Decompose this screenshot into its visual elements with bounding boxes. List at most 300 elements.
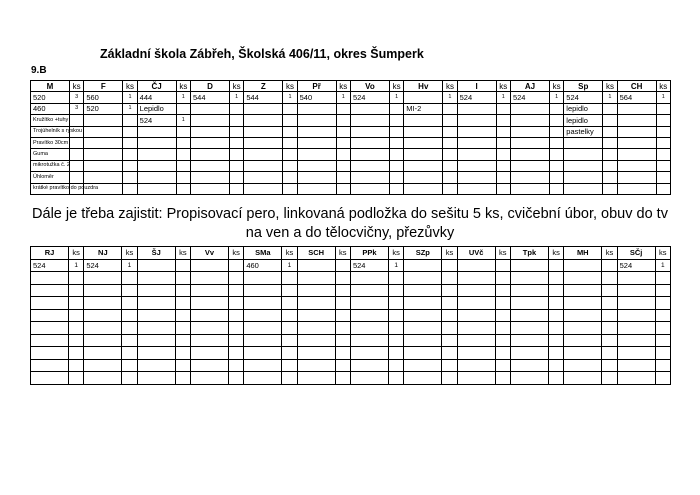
- table-cell: [564, 137, 603, 148]
- table-cell: [457, 183, 496, 194]
- table-cell: [190, 149, 229, 160]
- table-cell: [655, 359, 670, 372]
- table-cell: [84, 172, 123, 183]
- table-cell: [297, 322, 335, 335]
- table-cell: [31, 272, 69, 285]
- ks-cell: [443, 160, 457, 171]
- table-cell: [564, 372, 602, 385]
- ks-cell: [603, 115, 617, 126]
- ks-cell: [123, 183, 137, 194]
- table-cell: [297, 359, 335, 372]
- table-cell: [122, 372, 137, 385]
- table-cell: [228, 347, 243, 360]
- subject-header: D: [190, 81, 229, 92]
- table-cell: [617, 372, 655, 385]
- table-cell: [244, 137, 283, 148]
- table-cell: [510, 183, 549, 194]
- table-cell: [510, 347, 548, 360]
- ks-header: ks: [70, 81, 84, 92]
- table-cell: [510, 372, 548, 385]
- table-cell: [617, 359, 655, 372]
- ks-cell: [336, 183, 350, 194]
- table-cell: [190, 372, 228, 385]
- table-cell: [495, 334, 510, 347]
- table-cell: [510, 115, 549, 126]
- table-cell: [335, 347, 350, 360]
- ks-cell: [656, 126, 670, 137]
- ks-cell: [335, 259, 350, 272]
- table-cell: [190, 103, 229, 114]
- table-cell: [84, 334, 122, 347]
- table-cell: [31, 372, 69, 385]
- table-cell: [617, 347, 655, 360]
- subject-header: UVč: [457, 247, 495, 260]
- ks-cell: 1: [69, 259, 84, 272]
- ks-cell: 1: [443, 92, 457, 103]
- table-cell: krátké pravítko do pouzdra: [31, 183, 70, 194]
- subject-header: SMa: [244, 247, 282, 260]
- table-cell: [457, 115, 496, 126]
- ks-cell: [389, 172, 403, 183]
- table-cell: [548, 334, 563, 347]
- table-cell: [564, 284, 602, 297]
- table-cell: [84, 137, 123, 148]
- ks-cell: [656, 149, 670, 160]
- subject-header: Př: [297, 81, 336, 92]
- table-cell: [297, 297, 335, 310]
- table-cell: [388, 322, 403, 335]
- ks-header: ks: [228, 247, 243, 260]
- table-cell: [457, 160, 496, 171]
- ks-cell: [443, 126, 457, 137]
- table-row: [31, 347, 671, 360]
- table-cell: [495, 272, 510, 285]
- table-cell: [548, 347, 563, 360]
- ks-header: ks: [176, 81, 190, 92]
- table-cell: [617, 334, 655, 347]
- table-cell: [190, 126, 229, 137]
- table-cell: [457, 272, 495, 285]
- ks-cell: [336, 103, 350, 114]
- ks-cell: [229, 103, 243, 114]
- ks-cell: 1: [176, 115, 190, 126]
- ks-cell: [549, 172, 563, 183]
- supplies-table-1: [30, 80, 671, 195]
- ks-cell: [229, 149, 243, 160]
- ks-cell: [123, 115, 137, 126]
- table-cell: [335, 309, 350, 322]
- ks-cell: 3: [70, 92, 84, 103]
- table-cell: [297, 126, 336, 137]
- table-cell: [495, 309, 510, 322]
- table-cell: [548, 272, 563, 285]
- table-cell: [404, 183, 443, 194]
- ks-cell: [229, 115, 243, 126]
- table-cell: [244, 149, 283, 160]
- table-cell: lepidlo: [564, 115, 603, 126]
- table-cell: [31, 347, 69, 360]
- table-cell: [84, 359, 122, 372]
- ks-cell: [603, 160, 617, 171]
- table-cell: [137, 359, 175, 372]
- table-cell: [457, 126, 496, 137]
- table-cell: [244, 309, 282, 322]
- table-cell: 524: [350, 259, 388, 272]
- ks-cell: [176, 183, 190, 194]
- ks-cell: [603, 137, 617, 148]
- ks-header: ks: [335, 247, 350, 260]
- table-cell: [602, 359, 617, 372]
- table-cell: [244, 359, 282, 372]
- table-cell: [350, 160, 389, 171]
- table-cell: [137, 322, 175, 335]
- table-cell: [404, 259, 442, 272]
- ks-cell: [603, 172, 617, 183]
- table-cell: [84, 160, 123, 171]
- subject-header: ŠJ: [137, 247, 175, 260]
- table-cell: [350, 334, 388, 347]
- header-row: [31, 247, 671, 260]
- ks-header: ks: [495, 247, 510, 260]
- ks-header: ks: [655, 247, 670, 260]
- ks-cell: [336, 172, 350, 183]
- ks-header: ks: [229, 81, 243, 92]
- table-cell: [442, 297, 457, 310]
- table-cell: [122, 347, 137, 360]
- table-cell: [175, 347, 190, 360]
- table-cell: pastelky: [564, 126, 603, 137]
- ks-cell: [442, 259, 457, 272]
- ks-cell: [176, 160, 190, 171]
- table-cell: [137, 149, 176, 160]
- table-cell: [548, 309, 563, 322]
- ks-cell: [496, 183, 510, 194]
- supplies-table-2: [30, 246, 671, 385]
- subject-header: Sp: [564, 81, 603, 92]
- table-cell: [282, 322, 297, 335]
- table-cell: [495, 322, 510, 335]
- table-cell: [190, 322, 228, 335]
- table-cell: [335, 372, 350, 385]
- ks-cell: [123, 137, 137, 148]
- table-cell: [617, 183, 656, 194]
- ks-cell: [283, 115, 297, 126]
- ks-header: ks: [656, 81, 670, 92]
- table-row: [31, 172, 671, 183]
- ks-cell: [229, 172, 243, 183]
- ks-cell: [283, 126, 297, 137]
- table-cell: [404, 347, 442, 360]
- ks-cell: [70, 115, 84, 126]
- table-cell: [190, 160, 229, 171]
- table-cell: [297, 149, 336, 160]
- table-cell: [190, 137, 229, 148]
- table-cell: [617, 137, 656, 148]
- ks-cell: 1: [655, 259, 670, 272]
- table-cell: [617, 309, 655, 322]
- subject-header: F: [84, 81, 123, 92]
- table-cell: [548, 284, 563, 297]
- ks-cell: [176, 172, 190, 183]
- table-cell: Guma: [31, 149, 70, 160]
- table-cell: [244, 372, 282, 385]
- table-cell: [457, 322, 495, 335]
- ks-cell: [175, 259, 190, 272]
- ks-cell: [443, 103, 457, 114]
- table-cell: [602, 297, 617, 310]
- subject-header: CH: [617, 81, 656, 92]
- ks-header: ks: [283, 81, 297, 92]
- table-cell: [244, 126, 283, 137]
- table-cell: [388, 309, 403, 322]
- ks-cell: [603, 183, 617, 194]
- table-cell: [602, 322, 617, 335]
- table-cell: [335, 272, 350, 285]
- table-cell: [510, 172, 549, 183]
- table-cell: [510, 137, 549, 148]
- table-cell: [350, 115, 389, 126]
- table-cell: [350, 103, 389, 114]
- ks-cell: [123, 149, 137, 160]
- ks-cell: [443, 172, 457, 183]
- table-cell: [69, 359, 84, 372]
- table-cell: [190, 359, 228, 372]
- table-cell: 444: [137, 92, 176, 103]
- ks-cell: [496, 137, 510, 148]
- ks-cell: [70, 137, 84, 148]
- table-cell: [388, 347, 403, 360]
- table-cell: [350, 347, 388, 360]
- table-cell: [404, 334, 442, 347]
- table-cell: [617, 297, 655, 310]
- ks-header: ks: [336, 81, 350, 92]
- table-cell: [655, 284, 670, 297]
- subject-header: MH: [564, 247, 602, 260]
- ks-header: ks: [175, 247, 190, 260]
- ks-cell: [656, 137, 670, 148]
- table-cell: [84, 284, 122, 297]
- table-cell: [175, 322, 190, 335]
- table-cell: [244, 272, 282, 285]
- table-cell: [350, 183, 389, 194]
- table-cell: [69, 334, 84, 347]
- table-cell: [69, 347, 84, 360]
- table-row: [31, 137, 671, 148]
- table-cell: [244, 172, 283, 183]
- table-cell: [457, 172, 496, 183]
- table-cell: [137, 160, 176, 171]
- header-row: [31, 81, 671, 92]
- ks-cell: 1: [283, 92, 297, 103]
- ks-cell: 1: [656, 92, 670, 103]
- ks-cell: [496, 115, 510, 126]
- table-cell: [244, 103, 283, 114]
- ks-cell: 1: [123, 92, 137, 103]
- ks-header: ks: [602, 247, 617, 260]
- table-cell: Kružítko +tuhy: [31, 115, 70, 126]
- table-cell: [350, 149, 389, 160]
- table-cell: [137, 172, 176, 183]
- table-cell: [655, 334, 670, 347]
- table-cell: [564, 160, 603, 171]
- table-cell: [510, 103, 549, 114]
- table-cell: 524: [84, 259, 122, 272]
- table-cell: 564: [617, 92, 656, 103]
- ks-header: ks: [603, 81, 617, 92]
- table-cell: [617, 126, 656, 137]
- table-row: [31, 126, 671, 137]
- table-cell: [548, 297, 563, 310]
- table-cell: [564, 259, 602, 272]
- document-title: Základní škola Zábřeh, Školská 406/11, okres Šumperk: [100, 47, 424, 61]
- table-cell: 540: [297, 92, 336, 103]
- table-cell: [457, 359, 495, 372]
- table-cell: [228, 372, 243, 385]
- subject-header: PPk: [350, 247, 388, 260]
- table-cell: [617, 149, 656, 160]
- table-cell: [457, 284, 495, 297]
- table-cell: [510, 259, 548, 272]
- ks-cell: [336, 115, 350, 126]
- ks-cell: 1: [176, 92, 190, 103]
- ks-cell: [496, 149, 510, 160]
- ks-cell: [496, 172, 510, 183]
- ks-cell: [549, 149, 563, 160]
- table-cell: [137, 309, 175, 322]
- ks-cell: [496, 103, 510, 114]
- table-cell: [282, 372, 297, 385]
- table-cell: [175, 297, 190, 310]
- table-cell: [457, 103, 496, 114]
- table-cell: Trojúhelník s ryskou: [31, 126, 70, 137]
- table-cell: [404, 372, 442, 385]
- ks-cell: [496, 160, 510, 171]
- table-cell: [297, 347, 335, 360]
- table-cell: [495, 284, 510, 297]
- ks-cell: [656, 115, 670, 126]
- ks-cell: [656, 183, 670, 194]
- table-cell: [122, 359, 137, 372]
- table-cell: [122, 309, 137, 322]
- ks-cell: [283, 160, 297, 171]
- table-cell: [564, 334, 602, 347]
- table-cell: [84, 297, 122, 310]
- table-cell: [297, 309, 335, 322]
- table-cell: [31, 284, 69, 297]
- table-cell: [617, 103, 656, 114]
- table-cell: [404, 137, 443, 148]
- table-cell: [655, 347, 670, 360]
- table-cell: [350, 137, 389, 148]
- table-row: [31, 103, 671, 114]
- ks-cell: [176, 149, 190, 160]
- ks-cell: [229, 126, 243, 137]
- ks-cell: [656, 103, 670, 114]
- table-cell: [282, 272, 297, 285]
- table-cell: [84, 347, 122, 360]
- table-cell: [442, 309, 457, 322]
- table-cell: [69, 297, 84, 310]
- table-cell: [442, 322, 457, 335]
- table-cell: [495, 347, 510, 360]
- ks-cell: [656, 172, 670, 183]
- table-cell: [84, 322, 122, 335]
- table-cell: [175, 372, 190, 385]
- table-cell: [282, 297, 297, 310]
- table-cell: [388, 334, 403, 347]
- table-cell: [137, 259, 175, 272]
- table-cell: [404, 126, 443, 137]
- table-cell: [350, 126, 389, 137]
- table-cell: [335, 284, 350, 297]
- subject-header: Tpk: [510, 247, 548, 260]
- table-cell: lepidlo: [564, 103, 603, 114]
- table-cell: [510, 334, 548, 347]
- table-cell: [297, 137, 336, 148]
- table-cell: [122, 297, 137, 310]
- table-cell: [388, 284, 403, 297]
- table-row: [31, 359, 671, 372]
- ks-cell: [228, 259, 243, 272]
- table-cell: [655, 372, 670, 385]
- table-cell: [564, 149, 603, 160]
- table-cell: [457, 137, 496, 148]
- ks-cell: [549, 115, 563, 126]
- ks-cell: [549, 183, 563, 194]
- table-cell: [297, 272, 335, 285]
- subject-header: SZp: [404, 247, 442, 260]
- ks-header: ks: [388, 247, 403, 260]
- table-cell: [297, 172, 336, 183]
- table-cell: MI-2: [404, 103, 443, 114]
- table-row: [31, 334, 671, 347]
- table-cell: [175, 309, 190, 322]
- table-cell: 520: [31, 92, 70, 103]
- table-cell: 524: [350, 92, 389, 103]
- table-cell: [137, 126, 176, 137]
- table-cell: [457, 297, 495, 310]
- table-cell: 544: [244, 92, 283, 103]
- table-cell: [122, 284, 137, 297]
- table-cell: [442, 359, 457, 372]
- table-cell: [84, 309, 122, 322]
- ks-cell: [229, 183, 243, 194]
- table-cell: [297, 284, 335, 297]
- table-cell: [175, 334, 190, 347]
- table-cell: [457, 149, 496, 160]
- table-cell: [602, 334, 617, 347]
- table-cell: [510, 322, 548, 335]
- ks-cell: [336, 160, 350, 171]
- ks-cell: [389, 183, 403, 194]
- table-cell: [190, 172, 229, 183]
- table-cell: [510, 309, 548, 322]
- ks-cell: [176, 103, 190, 114]
- table-cell: [404, 309, 442, 322]
- table-cell: [510, 272, 548, 285]
- table-cell: [655, 322, 670, 335]
- table-cell: [564, 347, 602, 360]
- table-cell: [31, 297, 69, 310]
- table-row: [31, 259, 671, 272]
- ks-cell: [283, 172, 297, 183]
- table-cell: Lepidlo: [137, 103, 176, 114]
- table-cell: [228, 297, 243, 310]
- ks-cell: [603, 126, 617, 137]
- subject-header: NJ: [84, 247, 122, 260]
- table-cell: [404, 359, 442, 372]
- table-cell: [564, 359, 602, 372]
